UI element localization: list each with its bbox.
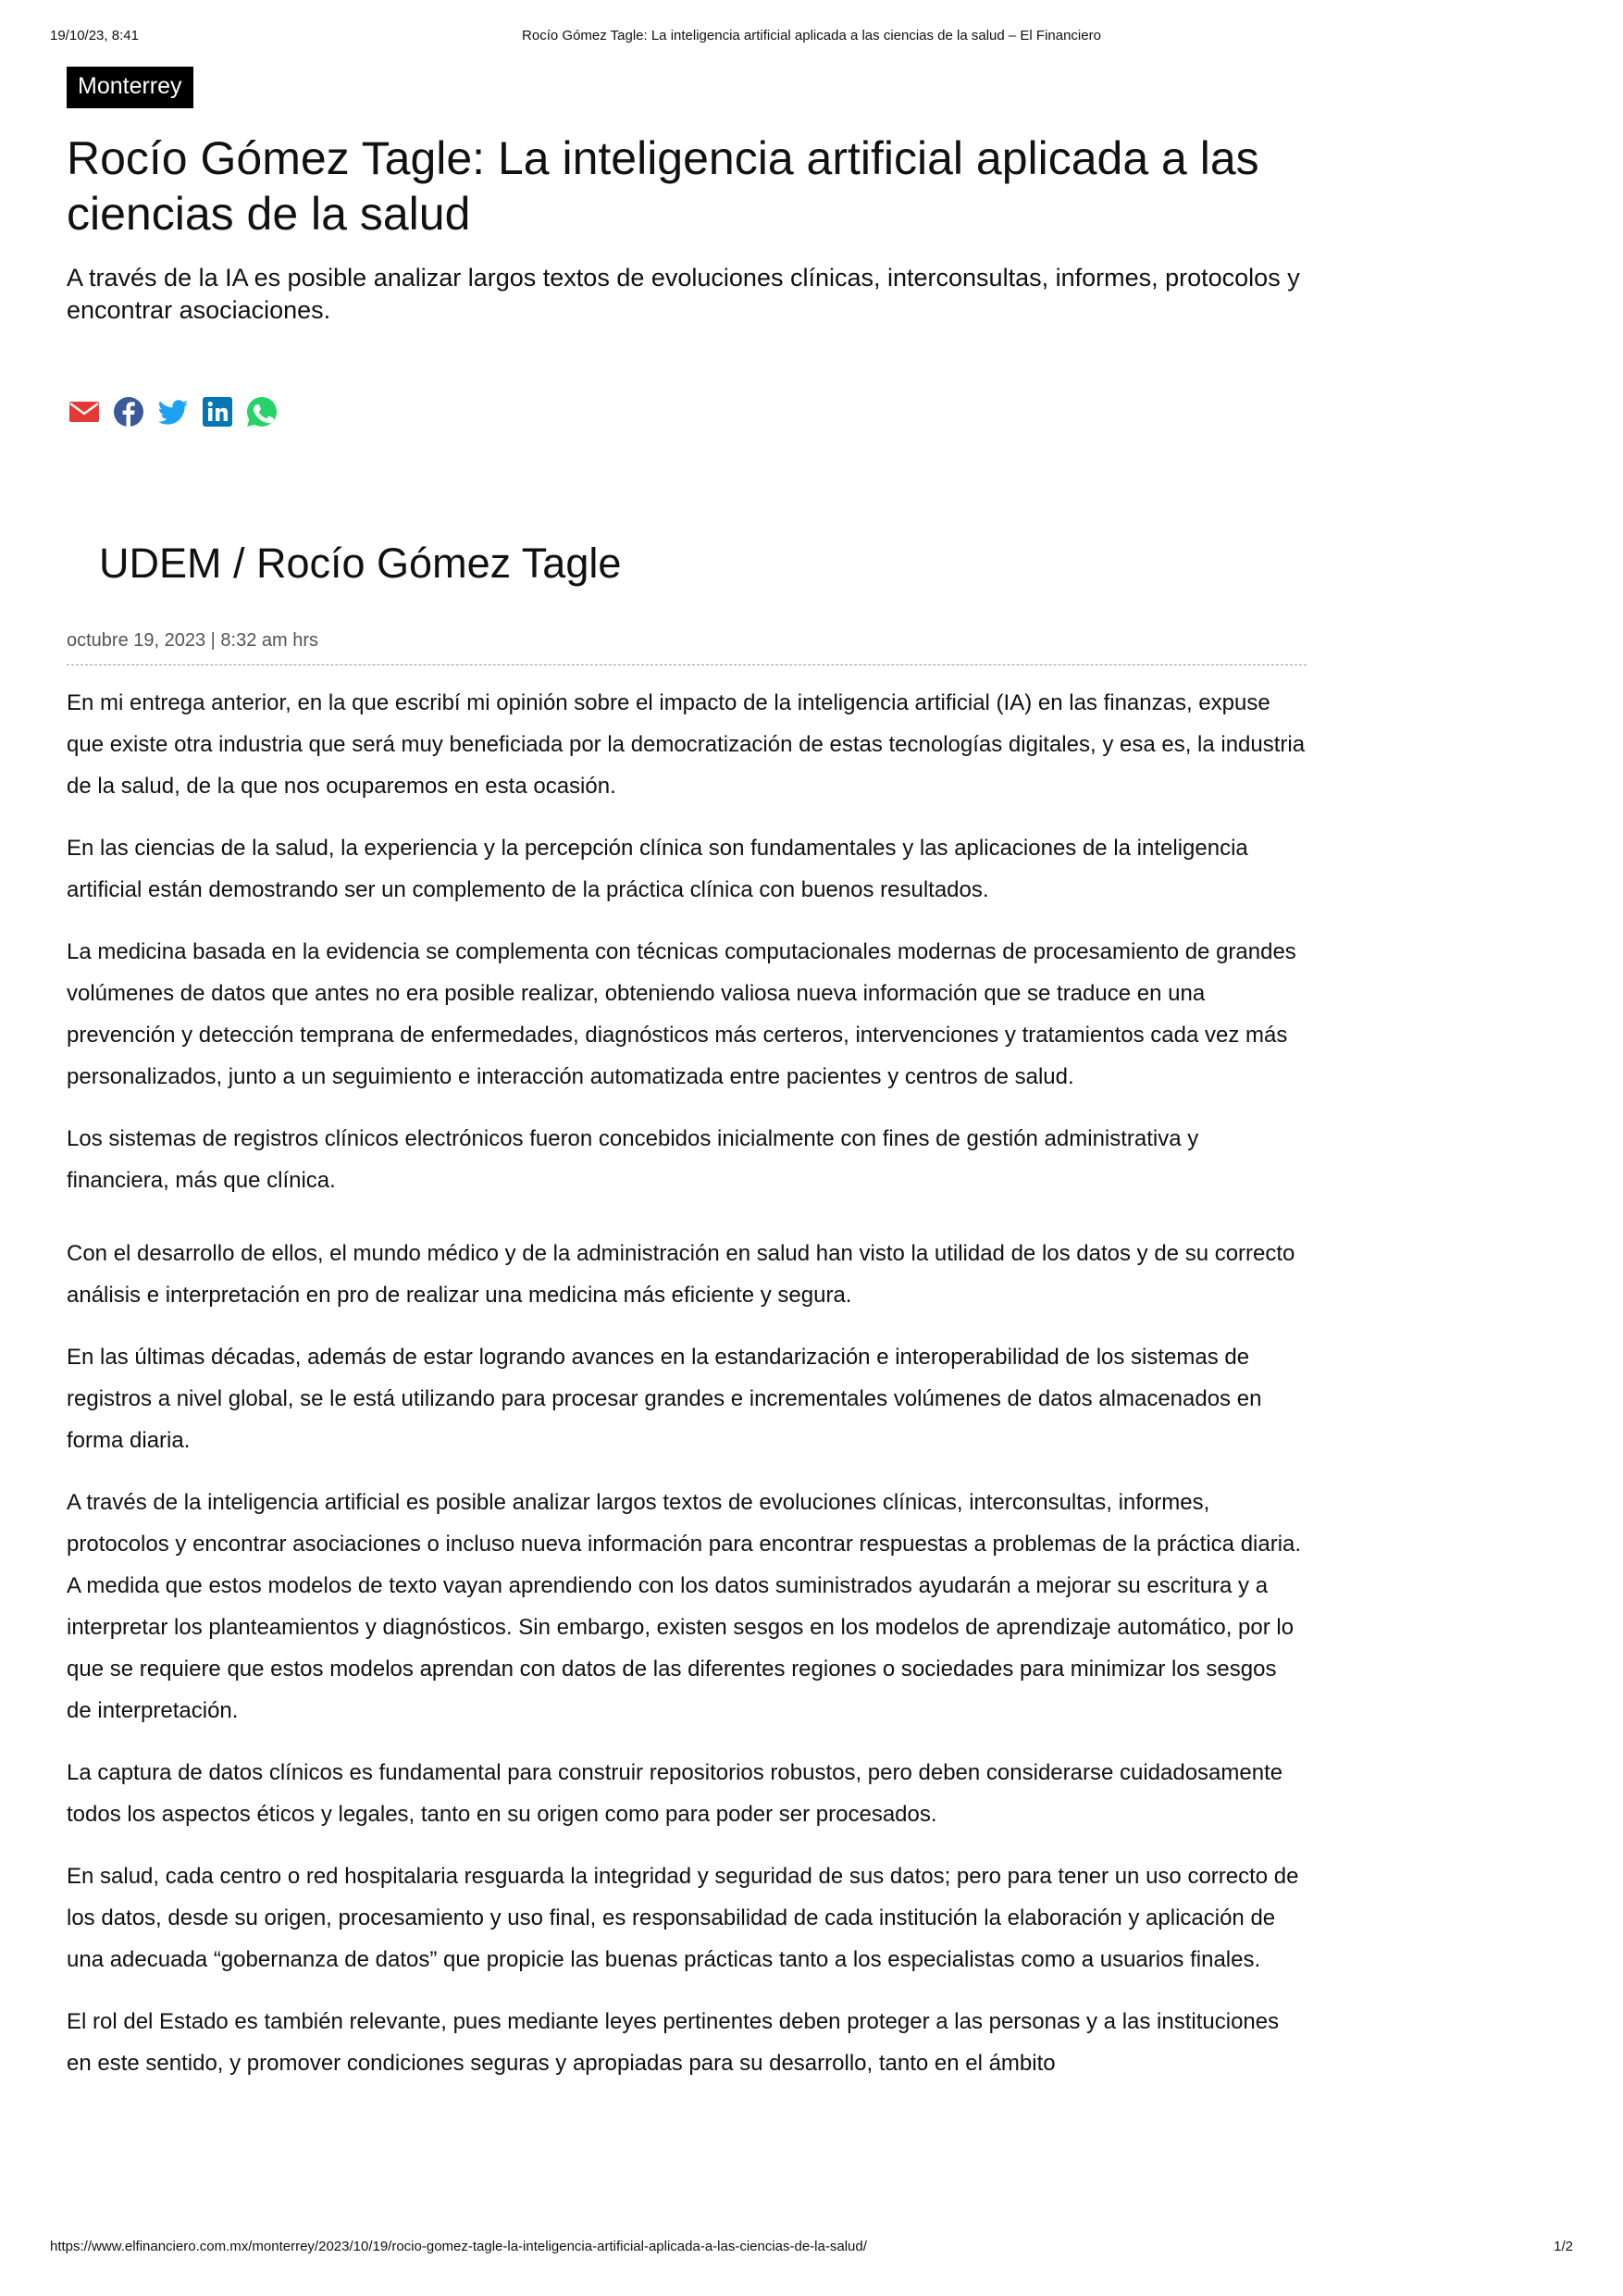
article-paragraph: En mi entrega anterior, en la que escribí mi opinión sobre el impacto de la inteligencia artificial (IA) en las finanzas, expuse que existe otra industria que será muy beneficiada por la democratización de estas tecnologías digitales, y esa es, la industria de la salud, de la que nos ocuparemos en esta ocasión. [67,690,1306,799]
author-name: UDEM / Rocío Gómez Tagle [99,540,622,587]
article-body [67,682,1307,2084]
article-paragraph: En las últimas décadas, además de estar logrando avances en la estandarización e interoperabilidad de los sistemas de registros a nivel global, se le está utilizando para procesar grandes e incrementales volúmenes de datos almacenados en forma diaria. [67,1345,1262,1453]
linkedin-icon[interactable] [200,394,235,429]
print-datetime: 19/10/23, 8:41 [50,28,139,43]
article-dateline: octubre 19, 2023 | 8:32 am hrs [67,630,1307,665]
email-icon[interactable] [67,394,102,429]
print-header [50,28,1573,50]
whatsapp-icon[interactable] [244,394,279,429]
article-paragraph: A través de la inteligencia artificial es posible analizar largos textos de evoluciones clínicas, interconsultas, informes, protocolos y encontrar asociaciones o incluso nueva información para encontrar respuestas a problemas de la práctica diaria. A medida que estos modelos de texto vayan aprendiendo con los datos suministrados ayudarán a mejorar su escritura y a interpretar los planteamientos y diagnósticos. Sin embargo, existen sesgos en los modelos de aprendizaje automático, por lo que se requiere que estos modelos aprendan con datos de las diferentes regiones o sociedades para minimizar los sesgos de interpretación. [67,1490,1302,1723]
article-headline: Rocío Gómez Tagle: La inteligencia artificial aplicada a las ciencias de la salud [67,132,1259,240]
facebook-icon[interactable] [111,394,146,429]
article-paragraph: Con el desarrollo de ellos, el mundo médico y de la administración en salud han visto la utilidad de los datos y de su correcto análisis e interpretación en pro de realizar una medicina más eficiente y segura. [67,1241,1295,1308]
article-paragraph: Los sistemas de registros clínicos electrónicos fueron concebidos inicialmente con fines de gestión administrativa y financiera, más que clínica. [67,1126,1199,1193]
article-paragraph: La captura de datos clínicos es fundamental para construir repositorios robustos, pero deben considerarse cuidadosamente todos los aspectos éticos y legales, tanto en su origen como para poder ser procesados. [67,1760,1283,1827]
twitter-icon[interactable] [155,394,191,429]
article-paragraph: La medicina basada en la evidencia se complementa con técnicas computacionales modernas de procesamiento de grandes volúmenes de datos que antes no era posible realizar, obteniendo valiosa nueva información que se traduce en una prevención y detección temprana de enfermedades, diagnósticos más certeros, intervenciones y tratamientos cada vez más personalizados, junto a un seguimiento e interacción automatizada entre pacientes y centros de salud. [67,939,1296,1089]
print-footer [50,2239,1573,2261]
print-url[interactable]: https://www.elfinanciero.com.mx/monterrey/2023/10/19/rocio-gomez-tagle-la-inteligencia-artificial-aplicada-a-las-ciencias-de-la-salud/ [50,2239,867,2254]
share-bar [67,393,1307,430]
article-paragraph: En las ciencias de la salud, la experiencia y la percepción clínica son fundamentales y las aplicaciones de la inteligencia artificial están demostrando ser un complemento de la práctica clínica con buenos resultados. [67,836,1248,902]
article-dek: A través de la IA es posible analizar largos textos de evoluciones clínicas, interconsultas, informes, protocolos y encontrar asociaciones. [67,264,1300,324]
print-document-title: Rocío Gómez Tagle: La inteligencia artificial aplicada a las ciencias de la salud – El Financiero [522,28,1101,43]
article-paragraph: En salud, cada centro o red hospitalaria resguarda la integridad y seguridad de sus datos; pero para tener un uso correcto de los datos, desde su origen, procesamiento y uso final, es responsabilidad de cada institución la elaboración y aplicación de una adecuada “gobernanza de datos” que propicie las buenas prácticas tanto a los especialistas como a usuarios finales. [67,1864,1299,1972]
article [67,67,1307,2104]
section-badge[interactable]: Monterrey [67,67,193,108]
article-paragraph: El rol del Estado es también relevante, pues mediante leyes pertinentes deben proteger a las personas y a las instituciones en este sentido, y promover condiciones seguras y apropiadas para su desarrollo, tanto en el ámbito [67,2009,1280,2076]
page-number: 1/2 [1554,2239,1573,2254]
